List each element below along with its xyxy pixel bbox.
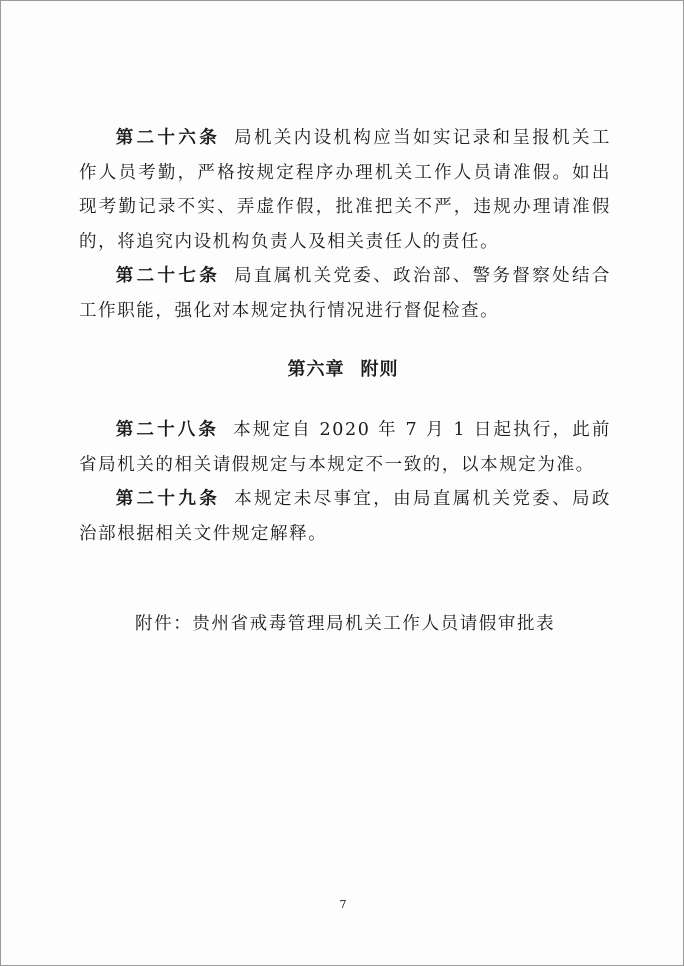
article-text: 本规定自 2020 年 7 月 1 日起执行，此前省局机关的相关请假规定与本规定不一致的，以本规定为准。	[79, 420, 611, 475]
article-26	[79, 121, 611, 259]
article-number: 第二十九条	[115, 489, 221, 509]
article-number: 第二十八条	[115, 420, 220, 440]
article-number: 第二十六条	[115, 128, 221, 148]
attachment-note: 附件：贵州省戒毒管理局机关工作人员请假审批表	[135, 614, 556, 634]
article-28	[79, 413, 611, 482]
article-text: 局机关内设机构应当如实记录和呈报机关工作人员考勤，严格按规定程序办理机关工作人员请准假。如出现考勤记录不实、弄虚作假，批准把关不严，违规办理请准假的，将追究内设机构负责人及相关责任人的责任。	[79, 128, 612, 252]
chapter-title: 附则	[360, 359, 399, 380]
page-number: 7	[339, 898, 347, 911]
chapter-number: 第六章	[287, 359, 345, 380]
chapter-heading	[1, 355, 684, 381]
article-27	[79, 259, 611, 328]
article-text: 局直属机关党委、政治部、警务督察处结合工作职能，强化对本规定执行情况进行督促检查。	[79, 266, 612, 321]
article-29	[79, 482, 611, 551]
article-number: 第二十七条	[115, 266, 221, 286]
article-text: 本规定未尽事宜，由局直属机关党委、局政治部根据相关文件规定解释。	[79, 489, 612, 544]
